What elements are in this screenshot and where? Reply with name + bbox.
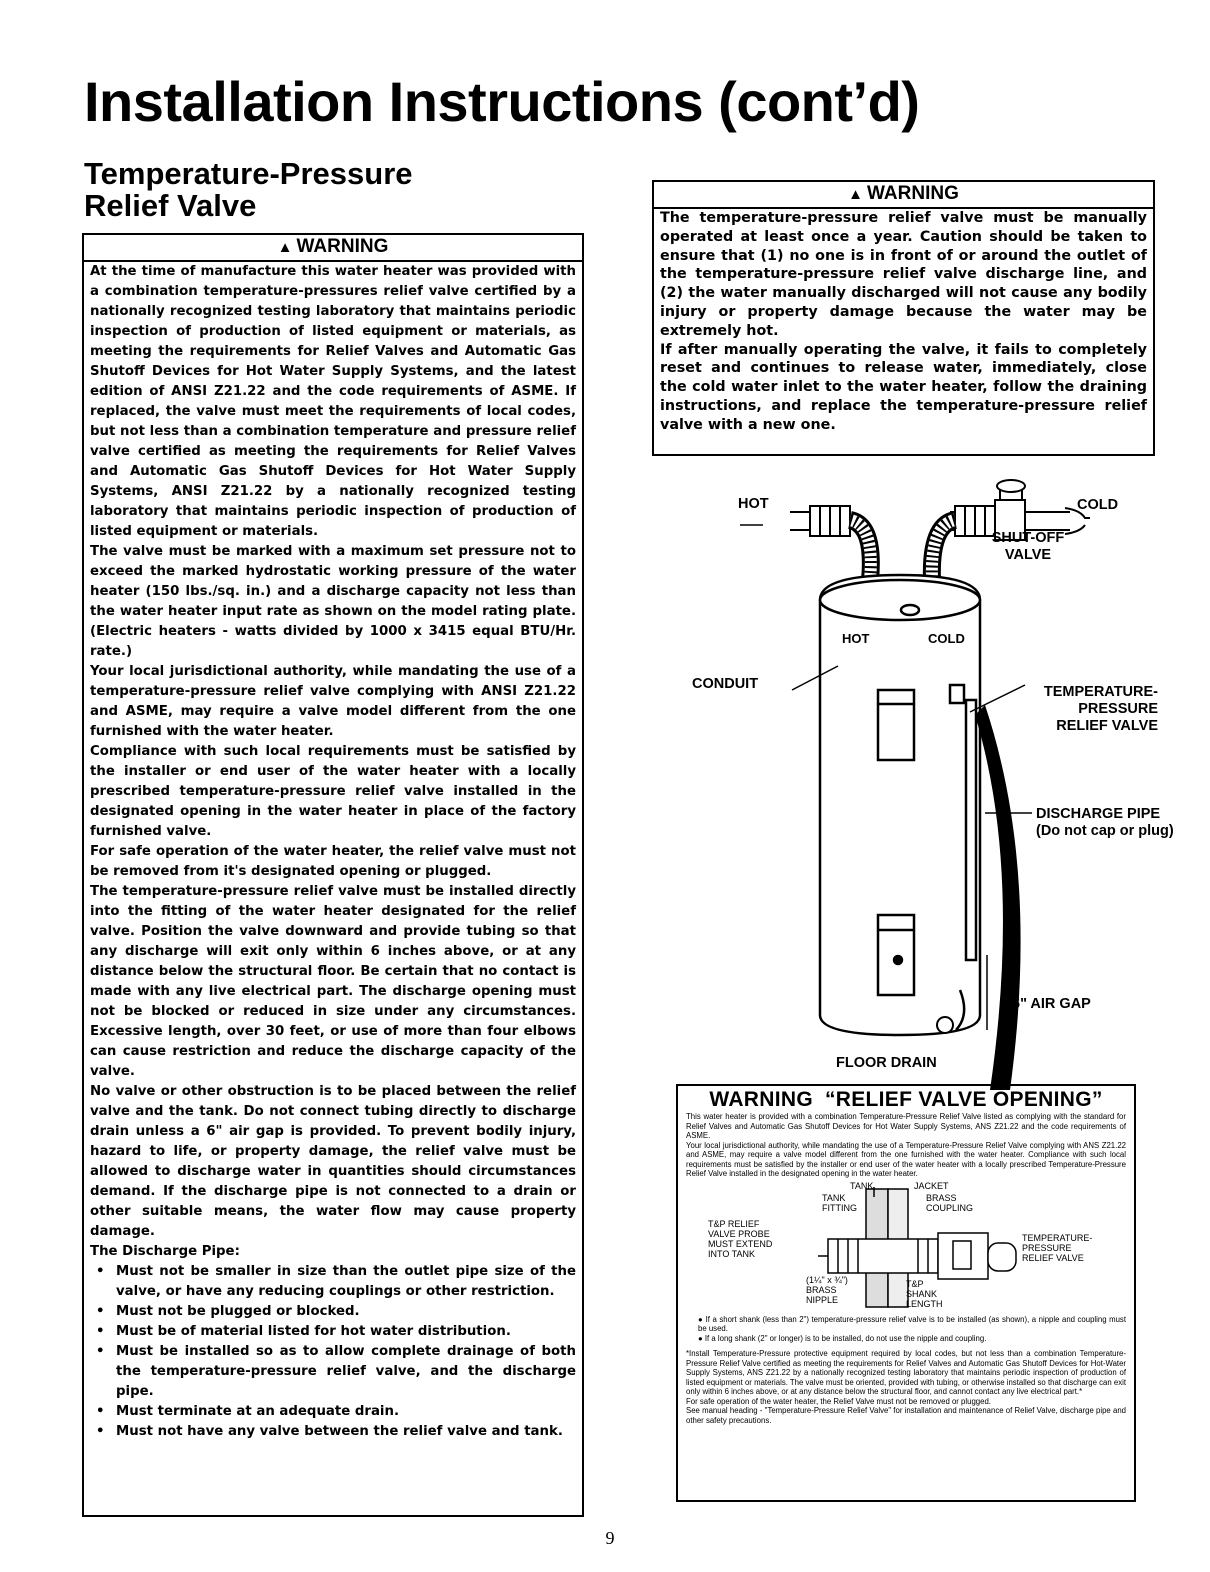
paragraph: Compliance with such local requirements must be satisfied by the installer or end user of the water heater with a locally prescribed temperature-pressure relief valve installed in the designated opening in the water heater in place of the factory furnished valve. — [90, 744, 576, 839]
relief-valve-opening-box — [676, 1084, 1136, 1502]
label-cold: COLD — [1077, 497, 1119, 513]
paragraph: This water heater is provided with a combination Temperature-Pressure Relief Valve listed as complying with the standard for Relief Valves and Automatic Gas Shutoff Devices for Hot Water Supply Systems, ANS Z21.22 and the code requirements of ASME. — [686, 1112, 1126, 1140]
relief-box-intro — [678, 1112, 1134, 1179]
section-title — [84, 158, 504, 222]
list-item: • Must not be plugged or blocked. — [116, 1302, 576, 1322]
section-title-line2: Relief Valve — [84, 188, 257, 223]
paragraph: Your local jurisdictional authority, while mandating the use of a temperature-pressure relief valve complying with ANSI Z21.22 and ASME, may require a valve model different from the one furnished with the water heater. — [90, 664, 576, 739]
warning-triangle-icon: ▲ — [848, 186, 864, 203]
relief-box-title: WARNING “RELIEF VALVE OPENING” — [709, 1088, 1103, 1111]
fig-label-brass-nipple: (1¼" x ¾") BRASS NIPPLE — [806, 1274, 848, 1305]
label-hot: HOT — [738, 496, 769, 512]
warning-triangle-icon: ▲ — [277, 239, 293, 256]
page-title: Installation Instructions (cont’d) — [84, 70, 920, 133]
discharge-pipe-heading: The Discharge Pipe: — [90, 1244, 240, 1259]
label-tp-relief-valve: TEMPERATURE- PRESSURE RELIEF VALVE — [1043, 684, 1158, 734]
label-tank-cold: COLD — [928, 631, 965, 646]
paragraph: For safe operation of the water heater, the Relief Valve must not be removed or plugged. — [686, 1396, 991, 1406]
label-air-gap: 6" AIR GAP — [1012, 996, 1091, 1012]
label-conduit: CONDUIT — [692, 676, 759, 692]
fig-label-probe: T&P RELIEF VALVE PROBE MUST EXTEND INTO TANK — [708, 1218, 773, 1259]
paragraph: See manual heading - "Temperature-Pressure Relief Valve" for installation and maintenance of Relief Valve, discharge pipe and other safety precautions. — [686, 1406, 1126, 1425]
water-heater-diagram — [660, 470, 1200, 1090]
paragraph: The valve must be marked with a maximum set pressure not to exceed the marked hydrostatic working pressure of the water heater (150 lbs./sq. in.) and a discharge capacity not less than the water heater input rate as shown on the model rating plate. (Electric heaters - watts divided by 1000 x 3415 equal BTU/Hr. rate.) — [90, 544, 576, 659]
label-shutoff-valve: SHUT-OFF VALVE — [991, 530, 1065, 563]
paragraph: Your local jurisdictional authority, while mandating the use of a Temperature-Pressure Relief Valve complying with ANS Z21.22 and ASME, may require a valve model different from the one furnished with the water heater. Compliance with such local requirements must be satisfied by the installer or end user of the water heater with a locally prescribed Temperature-Pressure Relief Valve installed in the designated opening in the water heater. — [686, 1140, 1126, 1178]
fig-label-shank-length: T&P SHANK LENGTH — [906, 1278, 943, 1309]
fig-label-tprv: TEMPERATURE- PRESSURE RELIEF VALVE — [1022, 1232, 1093, 1263]
right-warning-body — [654, 209, 1153, 439]
fig-label-jacket: JACKET — [914, 1180, 949, 1191]
page-number: 9 — [605, 1528, 615, 1548]
left-warning-heading: ▲ WARNING — [84, 235, 582, 262]
label-discharge-pipe: DISCHARGE PIPE (Do not cap or plug) — [1036, 806, 1174, 839]
paragraph: No valve or other obstruction is to be placed between the relief valve and the tank. Do not connect tubing directly to discharge drain unless a 6" air gap is provided. To prevent bodily injury, hazard to life, or property damage, the relief valve must be allowed to discharge water in quantities should circumstances demand. If the discharge pipe is not connected to a drain or other suitable means, the water flow may cause property damage. — [90, 1084, 576, 1239]
left-warning-box — [82, 233, 584, 1517]
section-title-line1: Temperature-Pressure — [84, 156, 413, 191]
fig-label-tank: TANK — [850, 1180, 874, 1191]
label-tank-hot: HOT — [842, 631, 870, 646]
note: ● If a long shank (2" or longer) is to be installed, do not use the nipple and coupling. — [698, 1333, 987, 1343]
list-item: • Must not have any valve between the relief valve and tank. — [116, 1422, 576, 1442]
relief-box-notes — [678, 1315, 1134, 1344]
right-warning-box — [652, 180, 1155, 456]
paragraph: If after manually operating the valve, it fails to completely reset and continues to release water, immediately, close the cold water inlet to the water heater, follow the draining instructions, and replace the temperature-pressure relief valve with a new one. — [660, 341, 1147, 433]
right-warning-heading: ▲ WARNING — [654, 182, 1153, 209]
fig-label-tank-fitting: TANK FITTING — [822, 1192, 857, 1213]
paragraph: The temperature-pressure relief valve must be installed directly into the fitting of the water heater designated for the relief valve. Position the valve downward and provide tubing so that any discharge will exit only within 6 inches above, or at any distance below the structural floor. Be certain that no contact is made with any live electrical part. The discharge opening must not be blocked or reduced in size under any circumstances. Excessive length, over 30 feet, or use of more than four elbows can cause restriction and reduce the discharge capacity of the valve. — [90, 884, 576, 1079]
fig-label-brass-coupling: BRASS COUPLING — [926, 1192, 974, 1213]
list-item: • Must not be smaller in size than the outlet pipe size of the valve, or have any reducing couplings or other restriction. — [116, 1262, 576, 1302]
paragraph: *Install Temperature-Pressure protective equipment required by local codes, but not less than a combination Temperature-Pressure Relief Valve certified as meeting the requirements for Relief Valves and Automatic Gas Shutoff Devices for Hot-Water Supply Systems, ANS Z21.22 by a nationally recognized testing laboratory that maintains periodic inspection of production of listed equipment or materials. The valve must be oriented, provided with tubing, or otherwise installed so that discharge can exit only within 6 inches above, or at any distance below the structural floor, and cannot contact any live electrical part.* — [686, 1349, 1126, 1396]
paragraph: For safe operation of the water heater, the relief valve must not be removed from it's designated opening or plugged. — [90, 844, 576, 879]
list-item: • Must terminate at an adequate drain. — [116, 1402, 576, 1422]
label-floor-drain: FLOOR DRAIN — [836, 1055, 937, 1071]
relief-box-footer — [678, 1349, 1134, 1425]
note: ● If a short shank (less than 2") temperature-pressure relief valve is to be installed (as shown), a nipple and coupling must be used. — [698, 1314, 1126, 1333]
discharge-pipe-list — [90, 1262, 576, 1442]
list-item: • Must be of material listed for hot water distribution. — [116, 1322, 576, 1342]
relief-valve-figure — [678, 1179, 1134, 1315]
paragraph: The temperature-pressure relief valve must be manually operated at least once a year. Caution should be taken to ensure that (1) no one is in front of or around the outlet of the temperature-pressure relief valve discharge line, and (2) the water manually discharged will not cause any bodily injury or property damage because the water may be extremely hot. — [660, 210, 1147, 339]
list-item: • Must be installed so as to allow complete drainage of both the temperature-pressure relief valve, and the discharge pipe. — [116, 1342, 576, 1402]
left-warning-body — [84, 262, 582, 1446]
paragraph: At the time of manufacture this water heater was provided with a combination temperature-pressures relief valve certified by a nationally recognized testing laboratory that maintains periodic inspection of production of listed equipment or materials, as meeting the requirements for Relief Valves and Automatic Gas Shutoff Devices for Hot Water Supply Systems, and the latest edition of ANSI Z21.22 and the code requirements of ASME. If replaced, the valve must meet the requirements of local codes, but not less than a combination temperature and pressure relief valve certified as meeting the requirements for Relief Valves and Automatic Gas Shutoff Devices for Hot Water Supply Systems, ANSI Z21.22 by a nationally recognized testing laboratory that maintains periodic inspection of production of listed equipment or materials. — [90, 264, 576, 539]
